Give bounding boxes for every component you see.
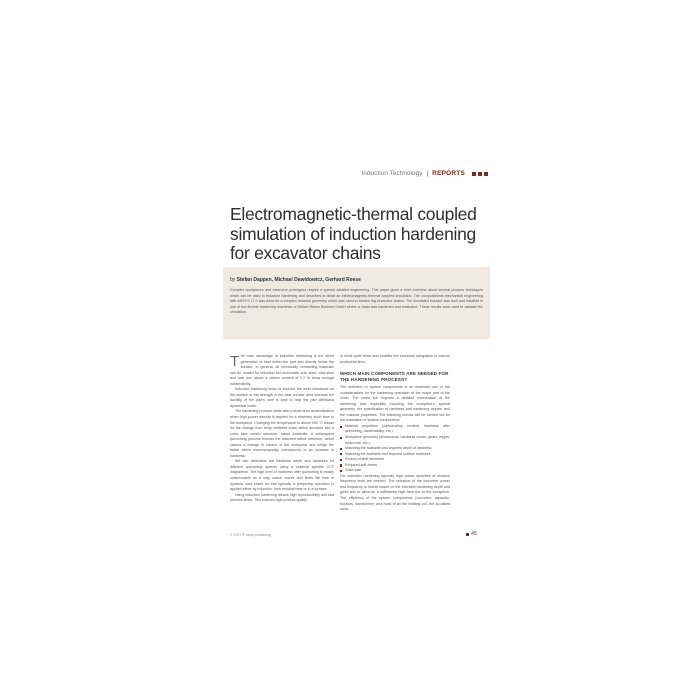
authors: Stefan Dappen, Michael Dawidowicz, Gerhard Reese	[236, 277, 361, 283]
right-column	[340, 354, 450, 513]
square-icon	[466, 533, 469, 536]
drop-cap: T	[230, 353, 240, 370]
list-item: Grain size	[340, 468, 450, 474]
paragraph: For induction hardening typically high power densities at medium frequency level are needed. The selection of the converter power and frequency is mainly based on the intended hardening depth and given aim to allow for a sufficiently high heat flux to the workpiece. The efficiency of the system components (converter, capacitor, busbars, transformer) and most of all the heating coil, the so-called induc	[340, 473, 450, 512]
list-item: Material properties (carbon/alloy content, hardness after quenching, hardenability, etc.)	[340, 424, 450, 435]
footer-copyright: © 2017 ® heat processing	[230, 533, 271, 537]
byline-prefix: by	[230, 277, 236, 283]
list-item: Review of limit hardness	[340, 457, 450, 463]
checklist	[340, 424, 450, 474]
paragraph: in short cycle times and enables the economic integration in various production lines.	[340, 354, 450, 364]
list-item: Workpiece geometry (dimensions, hardness zones, gears, edges, undercuts, etc.)	[340, 435, 450, 446]
list-item: Matching the available and required depth of hardness	[340, 446, 450, 452]
byline	[230, 277, 483, 283]
left-column	[230, 354, 334, 504]
square-icon	[484, 172, 488, 176]
list-item: Matching the available and required surface hardness	[340, 452, 450, 458]
paragraph: Using induction hardening means high reproducibility and fast process times. This ensures high product quality	[230, 492, 334, 503]
page-number-text: 45	[471, 531, 478, 537]
header-squares-icon	[472, 172, 488, 176]
paragraph: Induction hardening helps to improve the wear resistance on the surface or the strength in the near surface area whereas the ductility of the part's core is kept to help the part withstand dynamical loads.	[230, 387, 334, 408]
header-separator: |	[426, 170, 429, 177]
square-icon	[472, 172, 476, 176]
article-title: Electromagnetic-thermal coupled simulation of induction hardening for excavator chains	[230, 204, 477, 263]
running-header	[362, 170, 489, 177]
list-item: Required soft zones	[340, 463, 450, 469]
section-heading: WHICH MAIN COMPONENTS ARE NEEDED FOR THE HARDENING PROCESS?	[340, 371, 449, 383]
category-label: REPORTS	[432, 170, 465, 177]
paragraph: We can determine the hardness depth and hardness for different quenching speeds using a material specific CCT diagramme. The high level of hardness after quenching is mostly unfavourable as it may cause cracks and limits life time in dynamic load cases so that typically a tempering operation is applied either by induction, from residual heat or in a furnace.	[230, 459, 334, 492]
page-number	[466, 531, 477, 537]
square-icon	[478, 172, 482, 176]
abstract-box	[223, 267, 490, 339]
paragraph: The selection of system components is an essential part of the considerations for the hardening operation of the major part of the chain. The chain link requires a detailed examination of the hardening task especially including the workpiece's special geometry, the specification of hardness and hardening depths, and the material properties. The following checks will be carried out for the evaluation of system components:	[340, 385, 450, 423]
section-name: Induction Technology	[361, 170, 423, 177]
paragraph	[230, 354, 334, 387]
paragraph: The hardening process starts with a short-term austenitization when high power density is applied for a relatively short time to the workpiece. Changing the temperature to above 900 °C allows for the change from body centered cubic lattice structure into a cubic face centric structure, called Austenite. A subsequent quenching process freezes the distorted lattice structure, which causes a change in volume of the workpiece and brings the lattice which macroscopically corresponds to an increase in hardness.	[230, 409, 334, 458]
paragraph-text: he main advantage of induction hardening is the direct generation of heat within the part and directly below the surface. In general, all electrically conducting materials can be heated by induction but technically only steel, cast steel and cast iron above a carbon content of 0.2 % show enough hardenability.	[230, 354, 334, 386]
abstract-text: Complex workpieces and extensive prototypes require a special detailed engineering. This paper gives a brief overview about several process techniques which can be used in induction hardening and describes in detail an electromagnetic-thermal coupled simulation. The computational mechanical engineering with ANSYS 17.0 was done for a complex inductor geometry which was used to harden big excavator chains. The simulated inductor was built and installed in one of the flexible hardening machines of Hütten-Reese Bochum GmbH where a chain was hardened and evaluated. These results were used to validate the simulation.	[230, 288, 483, 315]
